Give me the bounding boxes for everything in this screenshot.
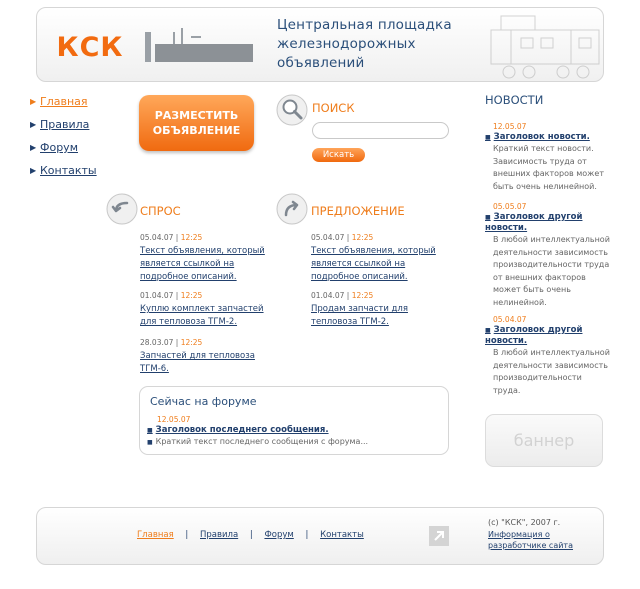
site-logo[interactable]: КСК — [56, 31, 124, 63]
tagline-line-3: объявлений — [277, 55, 365, 71]
news-text: В любой интеллектуальной деятельности зависимость производительности труда. — [493, 348, 610, 395]
copyright-text: (c) "КСК", 2007 г. — [488, 518, 561, 527]
bullet-icon: ■ — [147, 439, 153, 446]
site-footer — [36, 507, 604, 565]
footer-separator: | — [185, 530, 189, 540]
forum-headline[interactable]: Заголовок последнего сообщения. — [155, 425, 329, 435]
footer-link-forum[interactable]: Форум — [264, 530, 294, 540]
ad-time: 12:25 — [351, 233, 374, 242]
ad-date: 05.04.07 — [140, 233, 174, 242]
nav-link-home[interactable]: Главная — [40, 95, 88, 108]
forum-box-title: Сейчас на форуме — [150, 395, 257, 408]
news-headline-link[interactable] — [485, 325, 610, 347]
main-nav — [30, 90, 97, 182]
demand-title: СПРОС — [140, 204, 181, 218]
news-headline[interactable]: Заголовок другой новости. — [485, 212, 583, 233]
news-text: Краткий текст новости. Зависимость труда от внешних факторов может быть очень нелинейной. — [493, 144, 604, 191]
tagline-line-1: Центральная площадка — [277, 17, 452, 33]
forum-now-box — [139, 386, 449, 455]
arrow-left-icon — [106, 193, 138, 225]
news-date: 12.05.07 — [493, 122, 527, 131]
news-headline[interactable]: Заголовок другой новости. — [485, 325, 583, 346]
locomotive-illustration — [481, 8, 603, 82]
nav-link-rules[interactable]: Правила — [40, 118, 90, 131]
news-headline-link[interactable] — [485, 212, 610, 234]
demand-ad-3 — [140, 337, 280, 376]
ad-time: 12:25 — [180, 291, 203, 300]
offer-title: ПРЕДЛОЖЕНИЕ — [311, 204, 405, 218]
site-header — [36, 7, 604, 82]
ad-time: 12:25 — [180, 233, 203, 242]
arrow-right-icon: ▶ — [30, 120, 37, 129]
arrow-up-right-icon[interactable] — [429, 526, 449, 546]
footer-link-contacts[interactable]: Контакты — [320, 530, 364, 540]
bullet-icon: ■ — [485, 214, 491, 221]
footer-link-rules[interactable]: Правила — [200, 530, 239, 540]
bullet-icon: ■ — [485, 327, 491, 334]
forum-post-text — [147, 437, 368, 446]
arrow-right-icon: ▶ — [30, 166, 37, 175]
post-ad-button[interactable] — [139, 95, 254, 151]
ad-date: 01.04.07 — [311, 291, 345, 300]
ad-date: 05.04.07 — [311, 233, 345, 242]
news-item — [485, 201, 610, 309]
ad-meta: 05.04.07 | 12:25 — [311, 233, 374, 242]
magnifier-icon — [276, 94, 308, 126]
ad-date: 01.04.07 — [140, 291, 174, 300]
nav-link-contacts[interactable]: Контакты — [40, 164, 97, 177]
banner-placeholder[interactable]: баннер — [485, 414, 603, 467]
ad-time: 12:25 — [180, 338, 203, 347]
post-ad-label-line-2: ОБЪЯВЛЕНИЕ — [152, 124, 241, 137]
news-item — [485, 314, 610, 397]
footer-separator: | — [249, 530, 253, 540]
search-title: ПОИСК — [312, 101, 355, 115]
ad-meta: 01.04.07 | 12:25 — [311, 291, 374, 300]
footer-copyright-block — [488, 517, 598, 552]
offer-ad-2 — [311, 290, 451, 329]
offer-ad-link[interactable]: Текст объявления, который является ссылкой на подробное описаний. — [311, 246, 436, 282]
news-headline-link[interactable] — [485, 132, 610, 143]
arrow-right-curved-icon — [276, 193, 308, 225]
search-input[interactable] — [312, 122, 449, 139]
logo-graphic — [145, 28, 253, 64]
demand-ad-link[interactable]: Куплю комплект запчастей для тепловоза ТГМ-2. — [140, 304, 264, 327]
offer-ad-link[interactable]: Продам запчасти для тепловоза ТГМ-2. — [311, 304, 408, 327]
news-title: НОВОСТИ — [485, 93, 544, 107]
developer-info-link[interactable]: Информация о разработчике сайта — [488, 529, 573, 550]
footer-nav — [137, 530, 364, 540]
news-headline[interactable]: Заголовок новости. — [493, 132, 590, 142]
news-item — [485, 121, 610, 193]
nav-link-forum[interactable]: Форум — [40, 141, 78, 154]
post-ad-label-line-1: РАЗМЕСТИТЬ — [154, 109, 239, 122]
tagline-line-2: железнодорожных — [277, 36, 416, 52]
arrow-right-icon: ▶ — [30, 143, 37, 152]
demand-ad-2 — [140, 290, 280, 329]
news-text: В любой интеллектуальной деятельности зависимость производительности труда от внешних факторов может быть очень нелинейной. — [493, 235, 610, 307]
ad-date: 28.03.07 — [140, 338, 174, 347]
bullet-icon: ■ — [485, 134, 491, 141]
demand-ad-link[interactable]: Запчастей для тепловоза ТГМ-6. — [140, 351, 255, 374]
arrow-right-icon: ▶ — [30, 97, 37, 106]
forum-date: 12.05.07 — [157, 415, 191, 424]
nav-item-home[interactable] — [30, 90, 97, 113]
ad-meta: 05.04.07 | 12:25 — [140, 233, 203, 242]
nav-item-contacts[interactable] — [30, 159, 97, 182]
search-button[interactable]: Искать — [312, 148, 365, 162]
nav-item-forum[interactable] — [30, 136, 97, 159]
ad-meta: 01.04.07 | 12:25 — [140, 291, 203, 300]
demand-ad-1 — [140, 232, 280, 284]
forum-text-body: Краткий текст последнего сообщения с форума... — [155, 437, 369, 446]
offer-ad-1 — [311, 232, 451, 284]
news-date: 05.05.07 — [493, 202, 527, 211]
demand-ad-link[interactable]: Текст объявления, который является ссылкой на подробное описаний. — [140, 246, 265, 282]
ad-time: 12:25 — [351, 291, 374, 300]
bullet-icon: ■ — [147, 427, 153, 434]
footer-link-home[interactable]: Главная — [137, 530, 174, 540]
site-tagline — [277, 16, 477, 73]
news-date: 05.04.07 — [493, 315, 527, 324]
ad-meta: 28.03.07 | 12:25 — [140, 338, 203, 347]
footer-separator: | — [305, 530, 309, 540]
forum-post-link[interactable] — [147, 425, 329, 435]
nav-item-rules[interactable] — [30, 113, 97, 136]
